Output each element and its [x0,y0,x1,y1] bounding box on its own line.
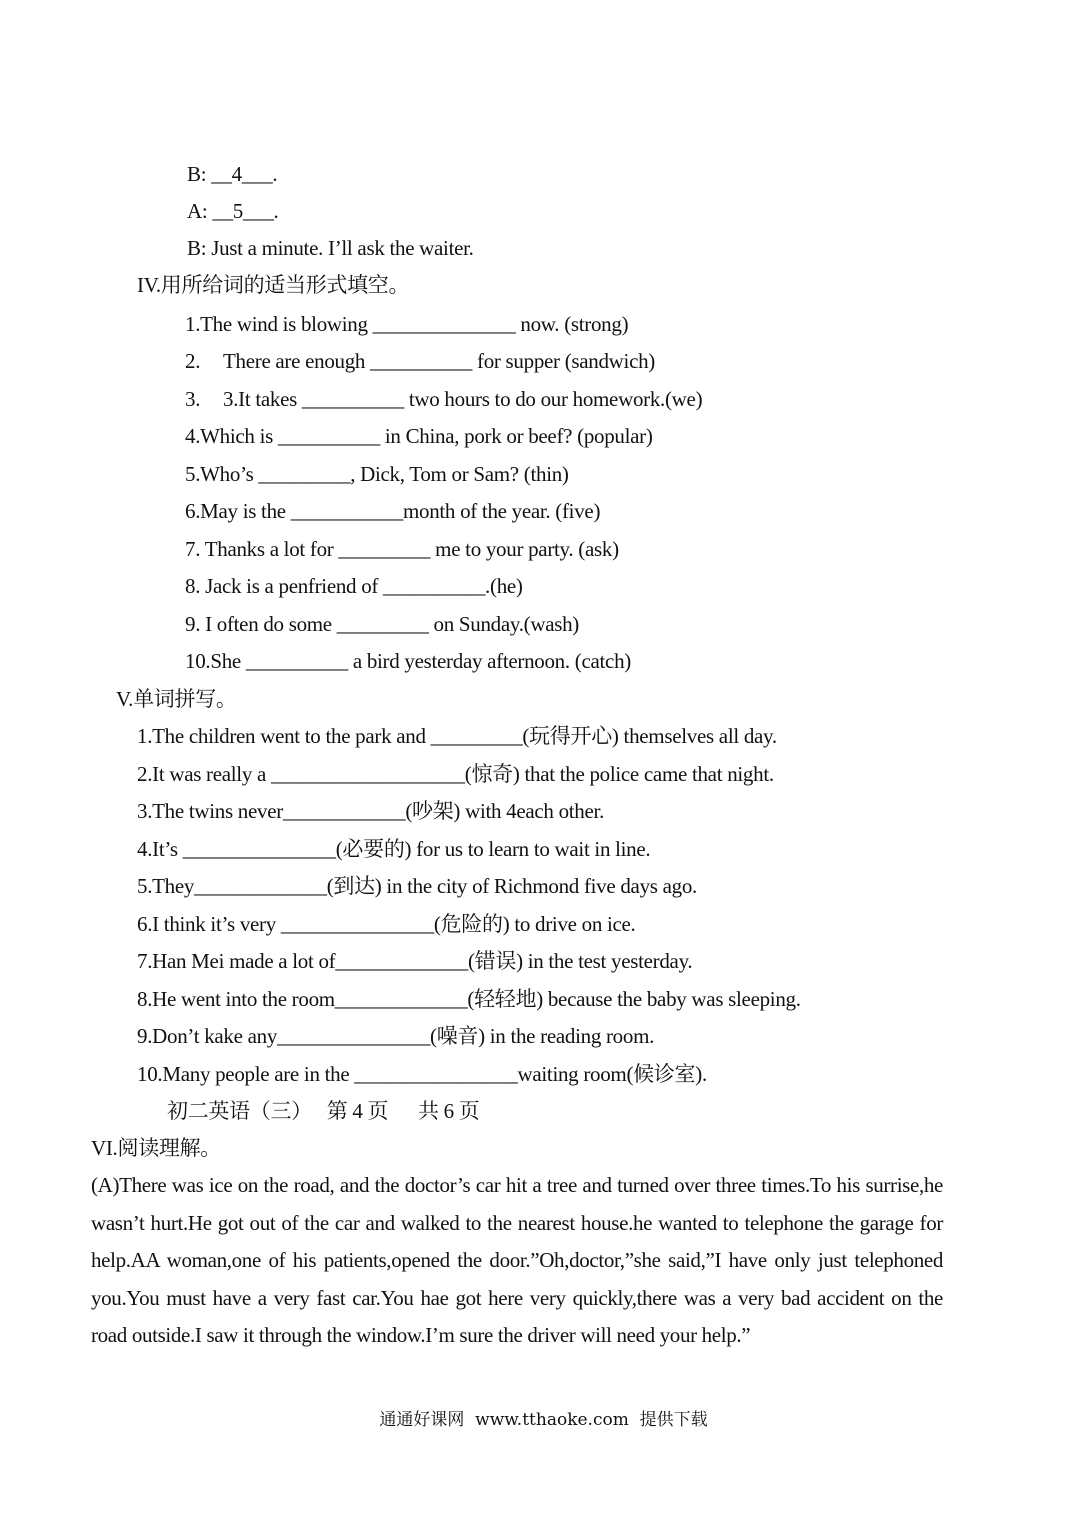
section-4-item-7 [185,535,619,563]
section-4-item-10 [185,647,631,675]
section-5-item-9: 9.Don’t kake any_______________(噪音) in the reading room. [137,1024,655,1048]
item-text: 10.She __________ a bird yesterday afternoon. (catch) [185,649,631,673]
item-text: 1.The wind is blowing ______________ now. (strong) [185,312,629,336]
section-5-item-8: 8.He went into the room_____________(轻轻地) because the baby was sleeping. [137,987,801,1011]
section-4-item-9 [185,610,579,638]
item-text: 5.Who’s _________, Dick, Tom or Sam? (thin) [185,462,569,486]
section-5-item-6: 6.I think it’s very _______________(危险的) to drive on ice. [137,912,636,936]
footer-credit: 通通好课网 www.tthaoke.com 提供下载 [379,1410,708,1430]
item-text: 3.It takes __________ two hours to do our homework.(we) [223,387,703,411]
section-5-item-1: 1.The children went to the park and _________(玩得开心) themselves all day. [137,724,777,748]
dialogue-line-2: A: __5___. [187,199,279,223]
item-text: 4.Which is __________ in China, pork or beef? (popular) [185,424,653,448]
item-number: 3. [185,387,201,411]
section-4-item-2 [185,347,655,375]
section-4-item-5 [185,460,569,488]
section-4-item-1 [185,310,628,338]
section-4-item-4 [185,422,653,450]
dialogue-line-3: B: Just a minute. I’ll ask the waiter. [187,236,474,260]
section-5-title: V.单词拼写。 [116,687,237,711]
dialogue-line-1: B: __4___. [187,162,278,186]
section-5-item-4: 4.It’s _______________(必要的) for us to learn to wait in line. [137,837,651,861]
section-5-item-7: 7.Han Mei made a lot of_____________(错误) in the test yesterday. [137,949,693,973]
item-text: 9. I often do some _________ on Sunday.(wash) [185,612,580,636]
section-5-item-10: 10.Many people are in the ________________waiting room(候诊室). [137,1062,707,1086]
section-6-title: VI.阅读理解。 [91,1136,222,1160]
section-4-item-8 [185,572,523,600]
section-4-item-6 [185,497,600,525]
section-5-item-3: 3.The twins never____________(吵架) with 4each other. [137,799,605,823]
item-text: 6.May is the ___________month of the year. (five) [185,499,601,523]
item-text: 8. Jack is a penfriend of __________.(he) [185,574,523,598]
section-5-item-5: 5.They_____________(到达) in the city of Richmond five days ago. [137,874,697,898]
page-marker: 初二英语（三） 第 4 页 共 6 页 [167,1099,480,1123]
section-5-item-2: 2.It was really a ___________________(惊奇) that the police came that night. [137,762,774,786]
reading-passage: (A)There was ice on the road, and the doctor’s car hit a tree and turned over three times.To his surrise,he wasn’t hurt.He got out of the car and walked to the nearest house.he wanted to telephone the garage for help.AA woman,one of his patients,opened the door.”Oh,doctor,”she said,”I have only just telephoned you.You must have a very fast car.You hae got here very quickly,there was a very bad accident on the road outside.I saw it through the window.I’m sure the driver will need your help.” [91,1173,943,1348]
item-text: There are enough __________ for supper (sandwich) [223,349,655,373]
item-number: 2. [185,349,201,373]
section-4-title: IV.用所给词的适当形式填空。 [137,273,410,297]
item-text: 7. Thanks a lot for _________ me to your party. (ask) [185,537,619,561]
section-4-item-3 [185,385,702,413]
